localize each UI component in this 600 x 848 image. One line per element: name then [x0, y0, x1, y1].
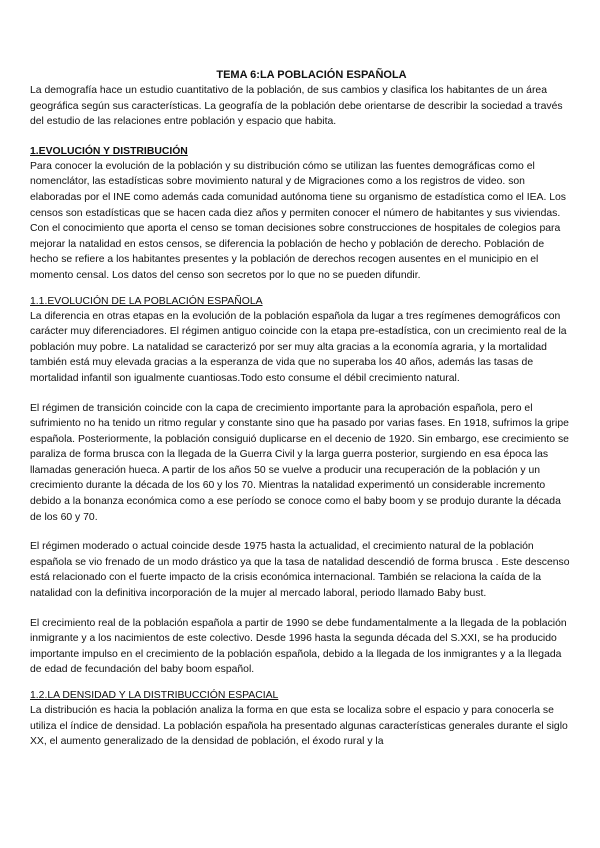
intro-paragraph: La demografía hace un estudio cuantitativo de la población, de sus cambios y clasifica los habitantes de un área geográfica según sus características. La geografía de la población debe orientarse de describir la sociedad a través del estudio de las relaciones entre población y espacio que habita.	[30, 85, 563, 128]
section-1-1-heading: 1.1.EVOLUCIÓN DE LA POBLACIÓN ESPAÑOLA	[30, 295, 263, 307]
document-page	[30, 68, 575, 750]
section-1-2-paragraph-1: La distribución es hacia la población analiza la forma en que esta se localiza sobre el espacio y para conocerla se utiliza el índice de densidad. La población española ha presentado algunas características generales durante el siglo XX, el aumento generalizado de la densidad de población, el éxodo rural y la	[30, 705, 568, 748]
section-1-2-heading: 1.2.LA DENSIDAD Y LA DISTRIBUCCIÓN ESPACIAL	[30, 690, 279, 701]
section-1-paragraph: Para conocer la evolución de la población y su distribución cómo se utilizan las fuentes demográficas como el nomenclátor, las estadísticas sobre movimiento natural y de Migraciones como a los registros de video. son elaboradas por el INE como además cada comunidad autónoma tiene su organismo de estadística como el IEA. Los censos son estadísticas que se hacen cada diez años y permiten conocer el número de habitantes y sus viviendas. Con el conocimiento que aporta el censo se toman decisiones sobre construcciones de hospitales de colegios para mejorar la natalidad en estos censos, se diferencia la población de hecho y población de derecho. Población de hecho se refiere a los habitantes presentes y la población de derechos recogen ausentes en el municipio en el momento censal. Los datos del censo son secretos por lo que no se pueden difundir.	[30, 160, 567, 281]
section-1-1-paragraph-2: El régimen de transición coincide con la capa de crecimiento importante para la aprobación española, pero el sufrimiento no ha tenido un ritmo regular y constante sino que ha pasado por varias fases. En 1918, sufrimos la gripe española. Posteriormente, la población consiguió duplicarse en el decenio de 1920. Sin embargo, ese crecimiento se paraliza de forma brusca con la llegada de la Guerra Civil y la larga guerra posterior, surgiendo en esa época las llamadas generación hueca. A partir de los años 50 se vuelve a producir una recuperación de la población y un crecimiento durante la década de los 60 y los 70. Mientras la natalidad experimentó un considerable incremento debido a la bonanza económica como a ese período se conoce como el baby boom y se produjo durante la década de los 60 y 70.	[30, 402, 569, 523]
section-1-1-paragraph-3: El régimen moderado o actual coincide desde 1975 hasta la actualidad, el crecimiento natural de la población española se vio frenado de un modo drástico ya que la tasa de natalidad descendió de forma brusca . Este descenso está relacionado con el fuerte impacto de la crisis económica internacional. También se relaciona la caída de la natalidad con la definitiva incorporación de la mujer al mercado laboral, periodo llamado Baby bust.	[30, 541, 570, 600]
section-1-1-paragraph-4: El crecimiento real de la población española a partir de 1990 se debe fundamentalmente a la llegada de la población inmigrante y a los nacimientos de este colectivo. Desde 1996 hasta la segunda década del S.XXI, se ha producido importante impulso en el crecimiento de la población española, debido a la llegada de los inmigrantes y a la llegada de edad de fecundación del baby boom español.	[30, 617, 567, 676]
section-1-heading: 1.EVOLUCIÓN Y DISTRIBUCIÓN	[30, 145, 188, 157]
section-1-1-paragraph-1: La diferencia en otras etapas en la evolución de la población española da lugar a tres regímenes demográficos con carácter muy diferenciadores. El régimen antiguo coincide con la etapa pre-estadística, con un crecimiento real de la población muy pobre. La natalidad se caracterizó por ser muy alta gracias a la economía agraria, y la mortalidad también está muy elevada gracias a la esperanza de vida que no superaba los 40 años, además las tasas de mortalidad infantil son igualmente cuantiosas.Todo esto consume el débil crecimiento natural.	[30, 310, 567, 384]
document-title: TEMA 6:LA POBLACIÓN ESPAÑOLA	[216, 69, 407, 81]
